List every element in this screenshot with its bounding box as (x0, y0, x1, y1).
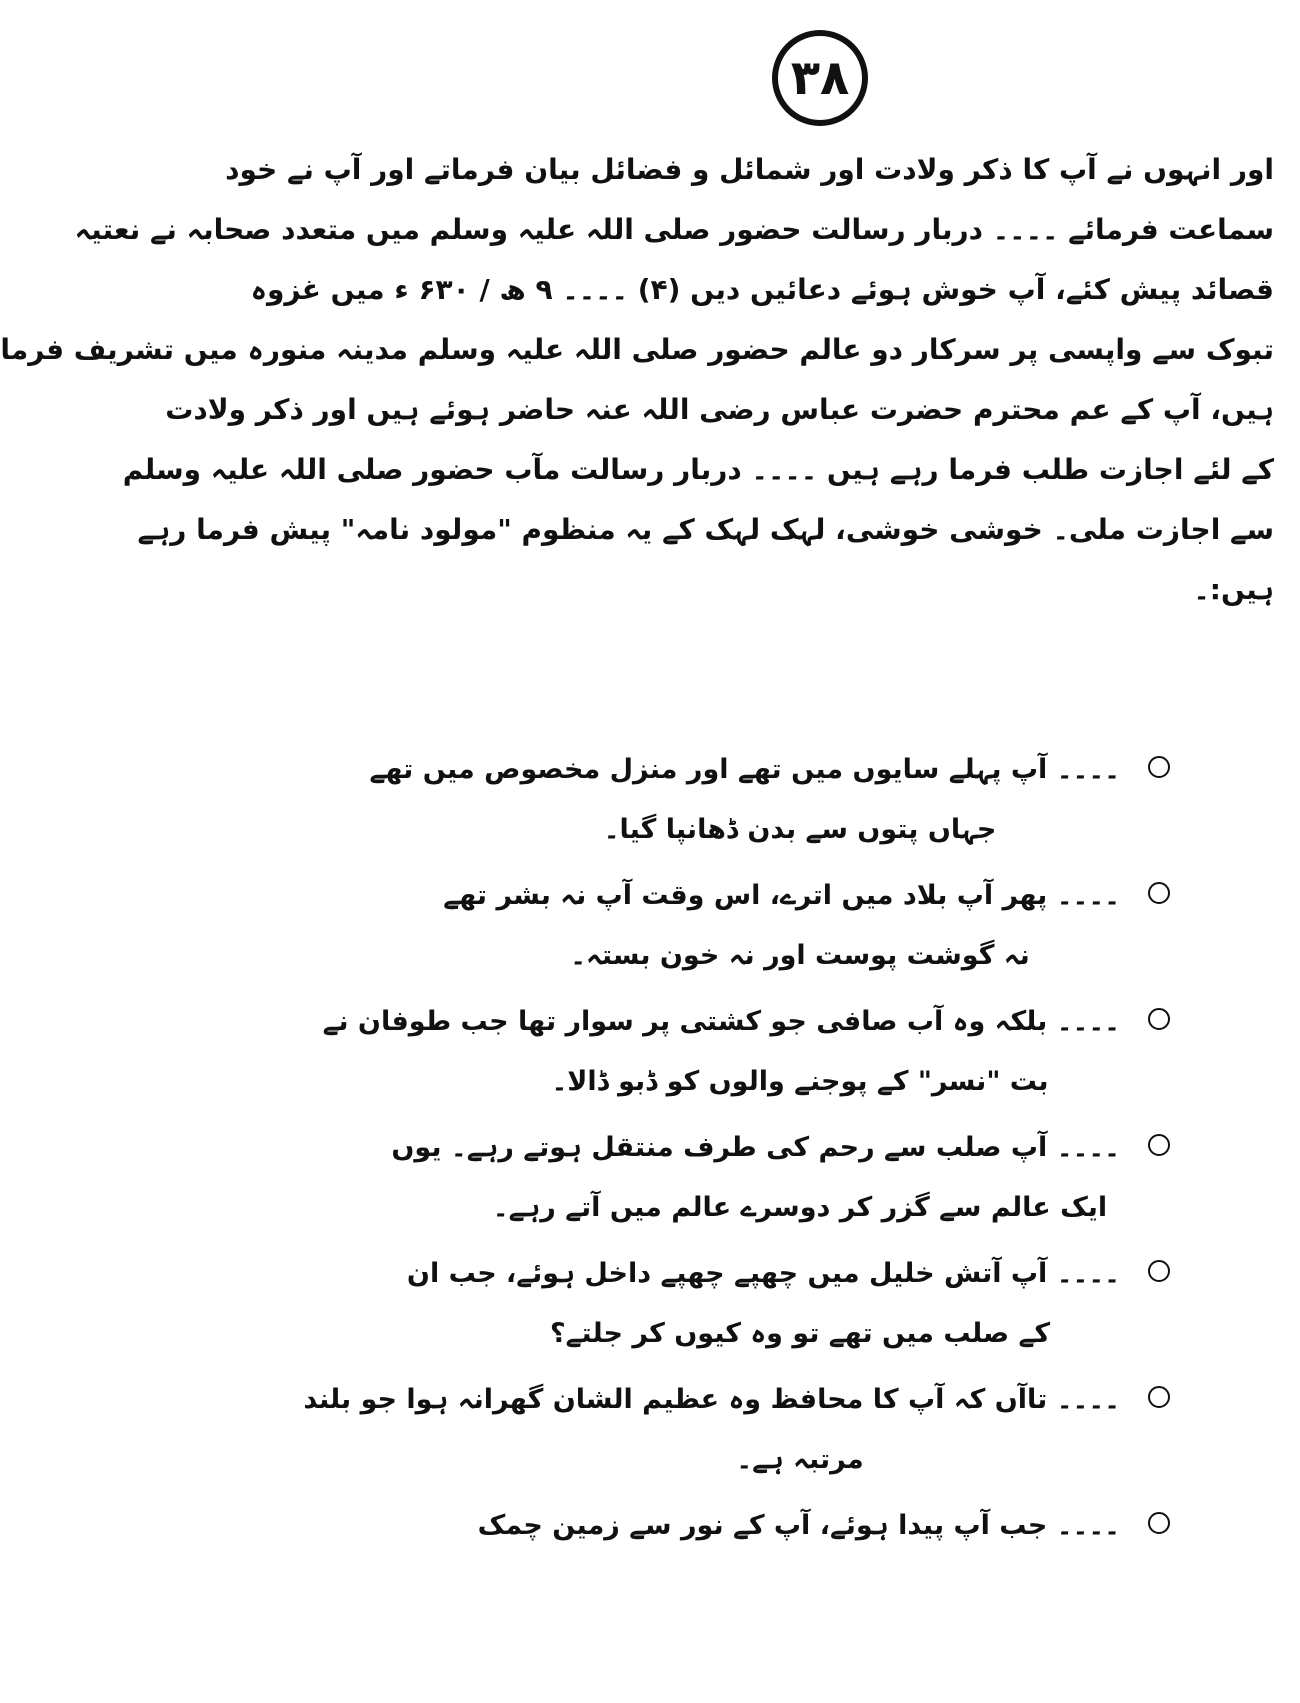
paragraph-line: کے لئے اجازت طلب فرما رہے ہیں ۔۔۔۔ دربار رسالت مآب حضور صلی اللہ علیہ وسلم (122, 453, 1274, 486)
verse-line: ایک عالم سے گزر کر دوسرے عالم میں آتے رہے۔ (492, 1192, 1108, 1223)
verse-item (391, 1118, 1170, 1238)
circle-bullet-icon (1148, 1386, 1170, 1408)
paragraph-line: سماعت فرمائے ۔۔۔۔ دربار رسالت حضور صلی اللہ علیہ وسلم میں متعدد صحابہ نے نعتیہ (74, 213, 1274, 246)
verse-item (406, 1244, 1170, 1364)
verse-item (322, 992, 1170, 1112)
verse-line: ۔۔۔۔ آپ صلب سے رحم کی طرف منتقل ہوتے رہے۔ یوں (391, 1132, 1120, 1163)
page-number: ۳۸ (772, 30, 868, 126)
verse-line: جہاں پتوں سے بدن ڈھانپا گیا۔ (603, 814, 997, 845)
verse-line: ۔۔۔۔ تاآں کہ آپ کا محافظ وہ عظیم الشان گھرانہ ہوا جو بلند (303, 1384, 1120, 1415)
paragraph-line: اور انہوں نے آپ کا ذکر ولادت اور شمائل و فضائل بیان فرماتے اور آپ نے خود (225, 153, 1274, 186)
circle-bullet-icon (1148, 882, 1170, 904)
paragraph-line: سے اجازت ملی۔ خوشی خوشی، لہک لہک کے یہ منظوم "مولود نامہ" پیش فرما رہے (137, 513, 1274, 546)
verse-item (477, 1496, 1170, 1556)
circle-bullet-icon (1148, 1512, 1170, 1534)
paragraph-line: ہیں، آپ کے عم محترم حضرت عباس رضی اللہ عنہ حاضر ہوئے ہیں اور ذکر ولادت (165, 393, 1274, 426)
verse-list (303, 740, 1170, 1562)
verse-item (303, 1370, 1170, 1490)
paragraph-line: ہیں:۔ (1193, 573, 1274, 606)
verse-line: ۔۔۔۔ جب آپ پیدا ہوئے، آپ کے نور سے زمین چمک (477, 1510, 1120, 1541)
circle-bullet-icon (1148, 756, 1170, 778)
circle-bullet-icon (1148, 1008, 1170, 1030)
verse-line: ۔۔۔۔ بلکہ وہ آب صافی جو کشتی پر سوار تھا جب طوفان نے (322, 1006, 1120, 1037)
paragraph-line: قصائد پیش کئے، آپ خوش ہوئے دعائیں دیں (۴) ۔۔۔۔ ۹ ھ / ۶۳۰ ء میں غزوہ (250, 273, 1274, 306)
verse-line: ۔۔۔۔ آپ پہلے سایوں میں تھے اور منزل مخصوص میں تھے (369, 754, 1120, 785)
verse-item (369, 740, 1170, 860)
verse-line: نہ گوشت پوست اور نہ خون بستہ۔ (570, 940, 1030, 971)
verse-item (443, 866, 1170, 986)
circle-bullet-icon (1148, 1260, 1170, 1282)
verse-line: مرتبہ ہے۔ (736, 1444, 864, 1475)
paragraph-line: تبوک سے واپسی پر سرکار دو عالم حضور صلی اللہ علیہ وسلم مدینہ منورہ میں تشریف فرما (0, 333, 1274, 366)
verse-line: کے صلب میں تھے تو وہ کیوں کر جلتے؟ (549, 1318, 1051, 1349)
verse-line: ۔۔۔۔ آپ آتش خلیل میں چھپے چھپے داخل ہوئے، جب ان (406, 1258, 1120, 1289)
verse-line: ۔۔۔۔ پھر آپ بلاد میں اترے، اس وقت آپ نہ بشر تھے (443, 880, 1120, 911)
circle-bullet-icon (1148, 1134, 1170, 1156)
intro-paragraph (0, 140, 1274, 620)
verse-line: بت "نسر" کے پوجنے والوں کو ڈبو ڈالا۔ (551, 1066, 1049, 1097)
